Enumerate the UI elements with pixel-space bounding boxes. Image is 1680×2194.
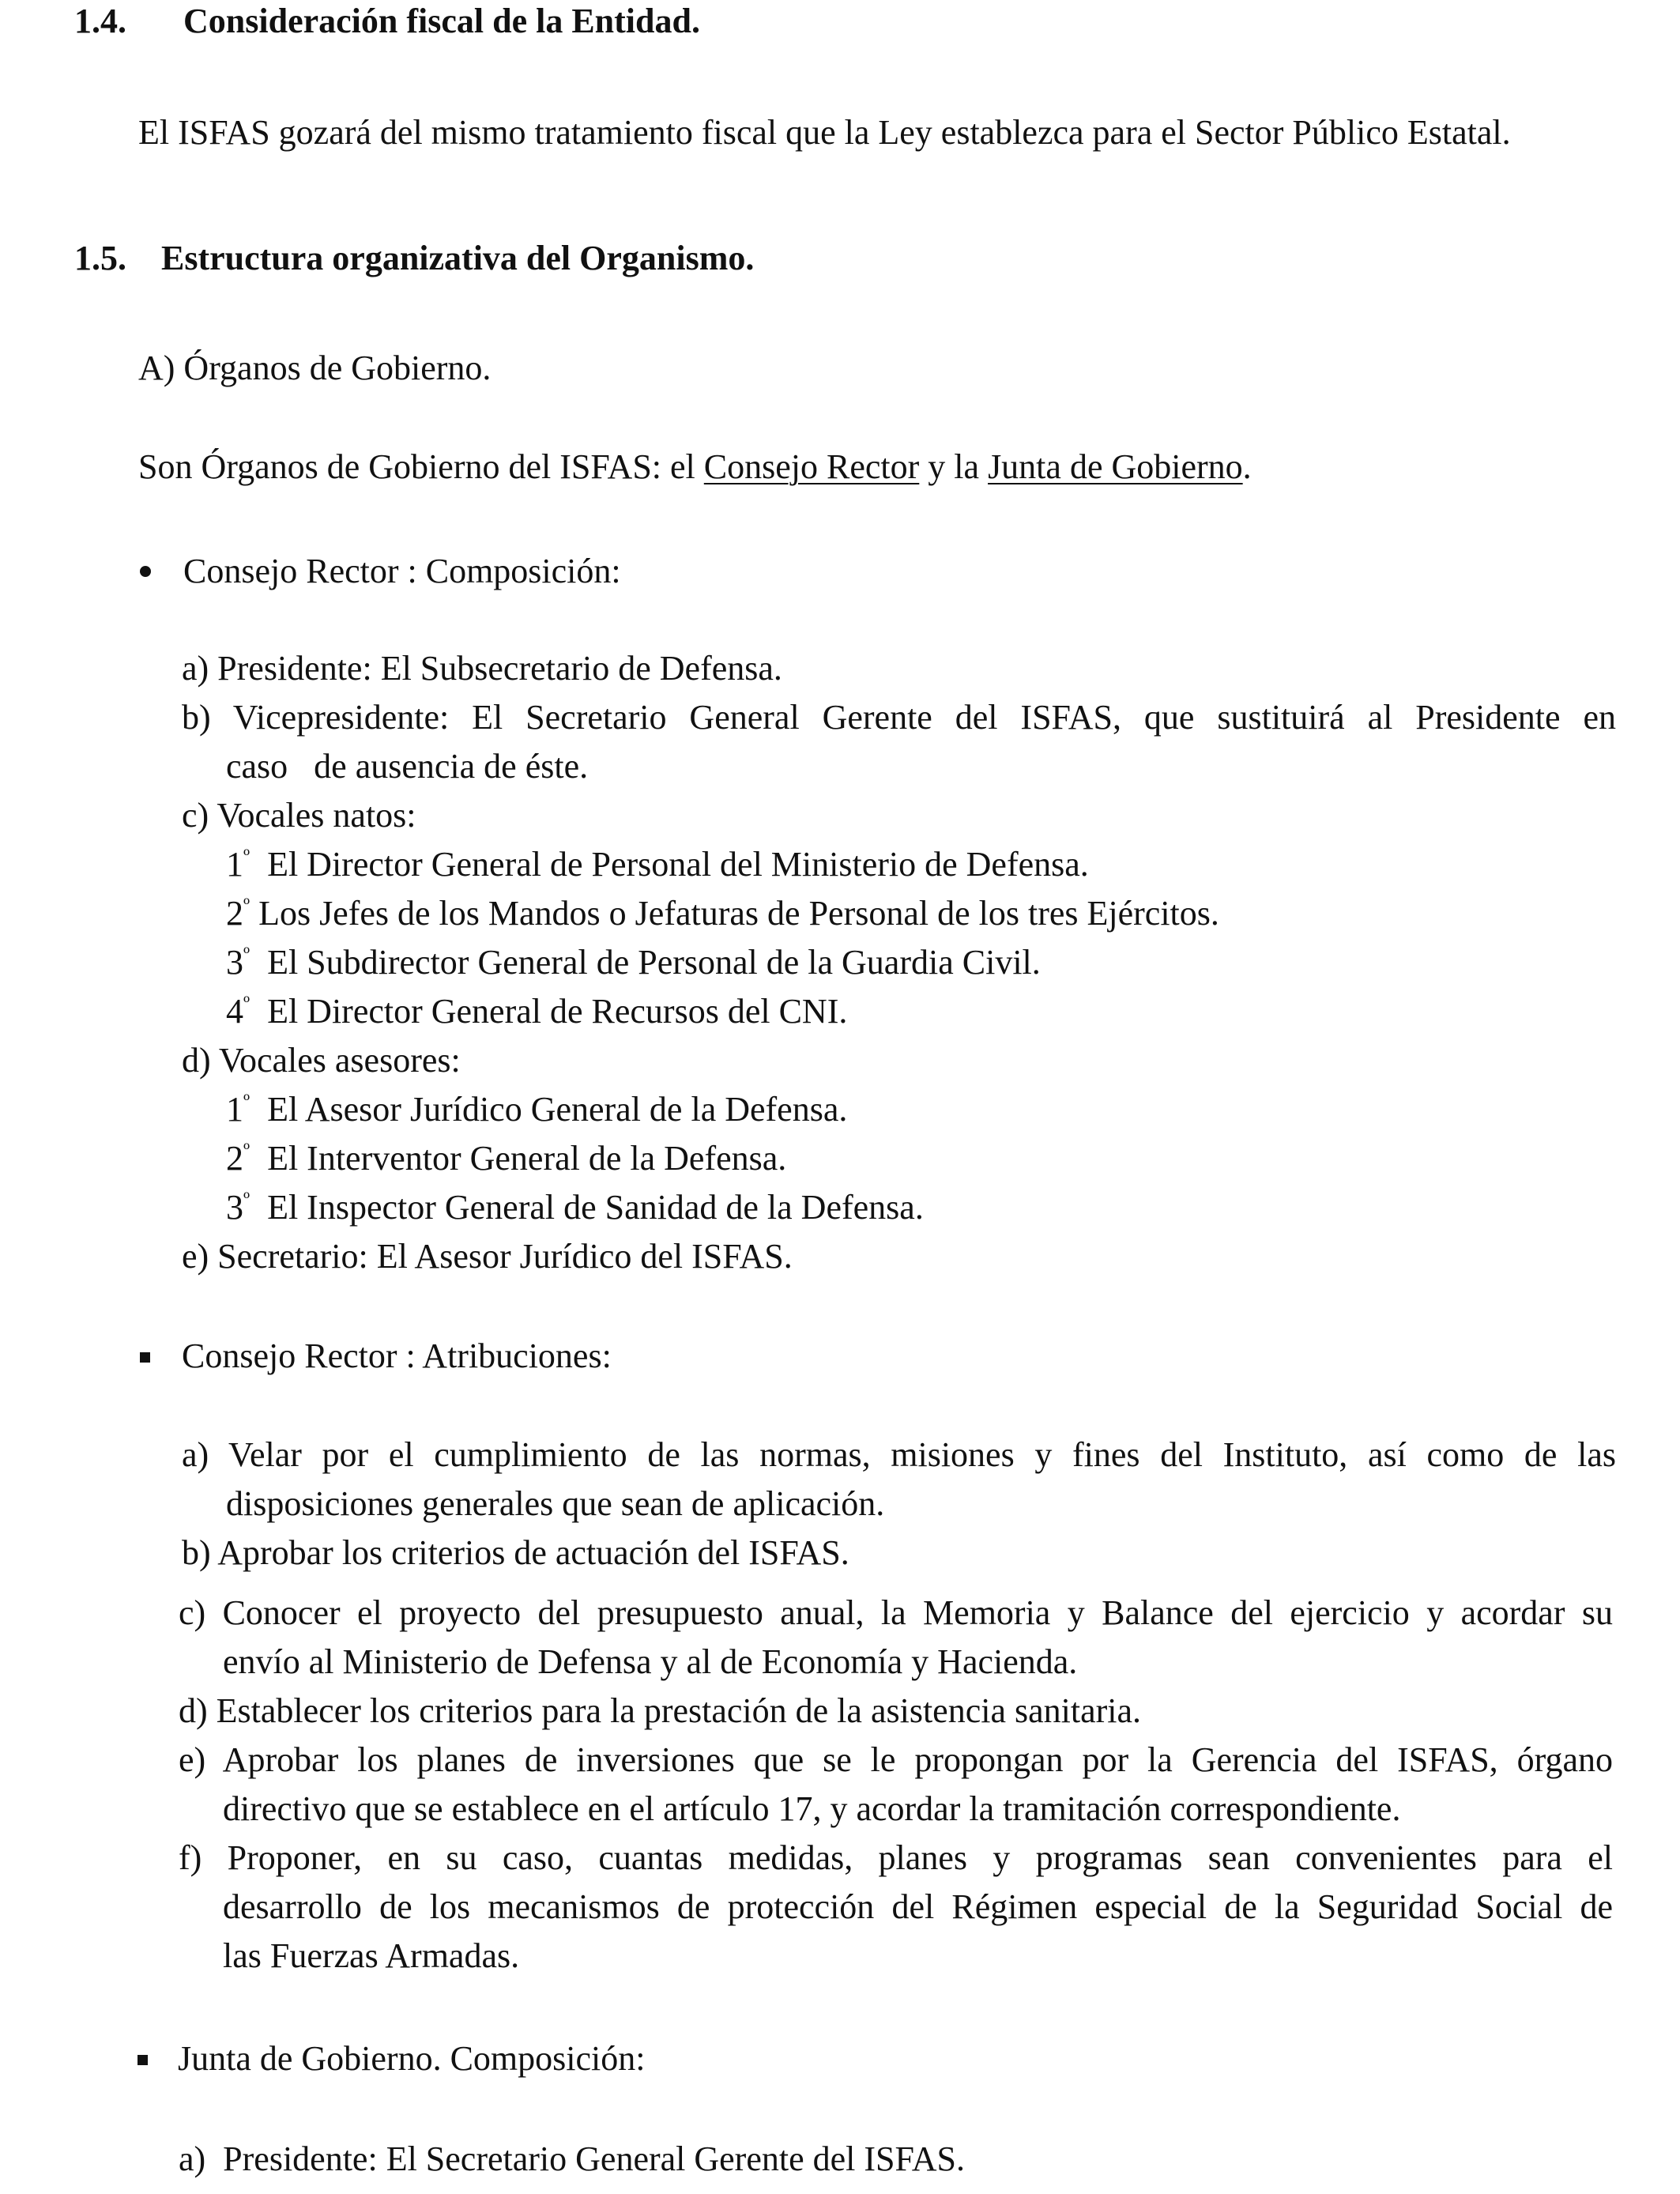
vocal-asesor-text: El Interventor General de la Defensa.: [267, 1139, 787, 1178]
composicion-item-a: a) Presidente: El Subsecretario de Defensa.: [182, 649, 782, 688]
atribucion-a-line1: a) Velar por el cumplimiento de las normas, misiones y fines del Instituto, así como de las: [182, 1435, 1616, 1474]
ordinal-number: 1: [226, 845, 243, 884]
square-bullet-icon: [140, 1352, 150, 1363]
ordinal-number: 2: [226, 1139, 243, 1178]
atribucion-c-line1: c) Conocer el proyecto del presupuesto anual, la Memoria y Balance del ejercicio y acordar su: [179, 1593, 1613, 1632]
ordinal-number: 2: [226, 894, 243, 933]
composicion-item-c: c) Vocales natos:: [182, 796, 416, 835]
ordinal-number: 1: [226, 1090, 243, 1129]
ordinal-number: 3: [226, 1188, 243, 1227]
ordinal-number: 3: [226, 943, 243, 982]
composicion-item-b-line2: caso de ausencia de éste.: [226, 747, 589, 786]
vocal-nato-4: [226, 987, 847, 1036]
vocal-nato-1: [226, 840, 1089, 889]
atribucion-b: b) Aprobar los criterios de actuación del ISFAS.: [182, 1533, 849, 1572]
consejo-composicion-heading: Consejo Rector : Composición:: [183, 552, 621, 590]
vocal-asesor-text: El Asesor Jurídico General de la Defensa.: [267, 1090, 848, 1129]
vocal-nato-text: Los Jefes de los Mandos o Jefaturas de Personal de los tres Ejércitos.: [258, 894, 1219, 933]
ordinal-marker: º: [243, 1139, 250, 1162]
vocal-nato-3: [226, 938, 1041, 987]
composicion-item-b-line1: b) Vicepresidente: El Secretario General Gerente del ISFAS, que sustituirá al Presidente en: [182, 698, 1616, 737]
ordinal-marker: º: [243, 1090, 250, 1113]
ordinal-marker: º: [243, 992, 250, 1015]
ordinal-marker: º: [243, 1188, 250, 1211]
vocal-nato-text: El Director General de Personal del Ministerio de Defensa.: [267, 845, 1089, 884]
atribucion-c-line2: envío al Ministerio de Defensa y al de Economía y Hacienda.: [223, 1642, 1078, 1681]
section-1-5-number: 1.5.: [74, 239, 126, 277]
vocal-nato-text: El Director General de Recursos del CNI.: [267, 992, 848, 1031]
link-consejo-rector: Consejo Rector: [703, 447, 920, 486]
vocal-nato-text: El Subdirector General de Personal de la Guardia Civil.: [267, 943, 1041, 982]
consejo-atribuciones-heading: Consejo Rector : Atribuciones:: [182, 1336, 612, 1375]
composicion-item-e: e) Secretario: El Asesor Jurídico del ISFAS.: [182, 1237, 793, 1276]
subsection-a-organos: A) Órganos de Gobierno.: [138, 349, 492, 387]
section-1-5-heading: [74, 234, 754, 283]
organos-intro: [138, 443, 1252, 492]
junta-composicion-heading: Junta de Gobierno. Composición:: [178, 2039, 646, 2078]
section-1-4-title: Consideración fiscal de la Entidad.: [183, 2, 700, 40]
atribucion-e-line2: directivo que se establece en el artículo 17, y acordar la tramitación correspondiente.: [223, 1789, 1401, 1828]
atribucion-f-line2: desarrollo de los mecanismos de protección del Régimen especial de la Seguridad Social de: [223, 1887, 1613, 1926]
ordinal-marker: º: [243, 894, 250, 917]
section-1-5-title: Estructura organizativa del Organismo.: [161, 239, 755, 277]
organos-intro-suffix: .: [1242, 447, 1252, 486]
atribucion-f-line1: f) Proponer, en su caso, cuantas medidas, planes y programas sean convenientes para el: [179, 1838, 1613, 1877]
atribucion-d: d) Establecer los criterios para la prestación de la asistencia sanitaria.: [179, 1691, 1142, 1730]
vocal-asesor-1: [226, 1085, 847, 1134]
ordinal-number: 4: [226, 992, 243, 1031]
ordinal-marker: º: [243, 943, 250, 966]
link-junta-gobierno: Junta de Gobierno: [988, 447, 1243, 486]
section-1-4-number: 1.4.: [74, 2, 126, 40]
atribucion-e-line1: e) Aprobar los planes de inversiones que se le propongan por la Gerencia del ISFAS, órgano: [179, 1740, 1613, 1779]
square-bullet-icon: [137, 2055, 148, 2065]
vocal-nato-2: [226, 889, 1219, 938]
organos-intro-mid: y la: [919, 447, 989, 486]
vocal-asesor-text: El Inspector General de Sanidad de la Defensa.: [267, 1188, 924, 1227]
section-1-4-body: El ISFAS gozará del mismo tratamiento fiscal que la Ley establezca para el Sector Público Estatal.: [138, 113, 1511, 152]
vocal-asesor-3: [226, 1183, 924, 1232]
junta-item-a: a) Presidente: El Secretario General Gerente del ISFAS.: [179, 2139, 965, 2178]
round-bullet-icon: [140, 566, 151, 577]
ordinal-marker: º: [243, 845, 250, 868]
section-1-4-heading: [74, 0, 700, 46]
vocal-asesor-2: [226, 1134, 786, 1183]
organos-intro-prefix: Son Órganos de Gobierno del ISFAS: el: [138, 447, 704, 486]
atribucion-f-line3: las Fuerzas Armadas.: [223, 1936, 520, 1975]
composicion-item-d: d) Vocales asesores:: [182, 1041, 461, 1080]
atribucion-a-line2: disposiciones generales que sean de aplicación.: [226, 1484, 885, 1523]
